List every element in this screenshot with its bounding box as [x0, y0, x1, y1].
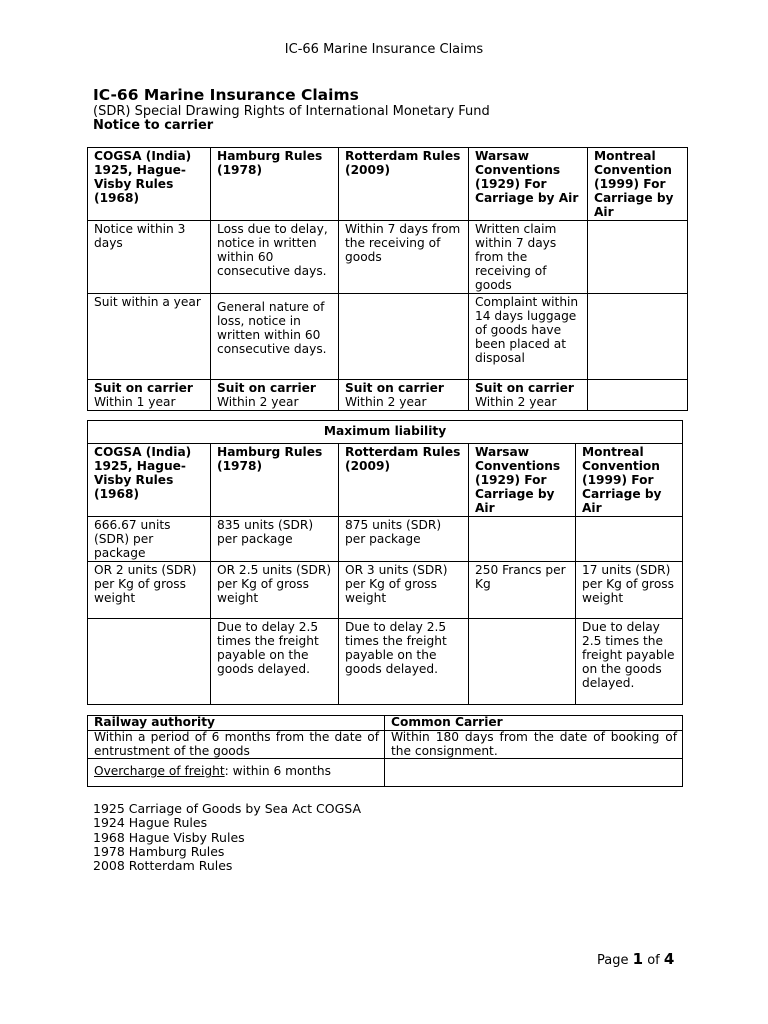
table-cell	[88, 619, 211, 705]
table-row	[88, 221, 688, 294]
table-cell: Loss due to delay, notice in written within 60 consecutive days.	[211, 221, 339, 294]
table-cell: 666.67 units (SDR) per package	[88, 517, 211, 562]
table-cell: Complaint within 14 days luggage of goods have been placed at disposal	[469, 294, 588, 380]
section-heading: Notice to carrier	[93, 118, 214, 133]
table-cell	[469, 619, 576, 705]
table-cell: Within 7 days from the receiving of goods	[339, 221, 469, 294]
table-cell: 17 units (SDR) per Kg of gross weight	[576, 562, 683, 619]
page-number	[597, 950, 674, 968]
overcharge-value: : within 6 months	[224, 764, 331, 778]
suit-label: Suit on carrier	[475, 381, 574, 395]
table-cell: Notice within 3 days	[88, 221, 211, 294]
table-row	[88, 517, 683, 562]
list-item: 2008 Rotterdam Rules	[93, 858, 233, 874]
table-cell: 250 Francs per Kg	[469, 562, 576, 619]
table-cell	[588, 221, 688, 294]
document-title: IC-66 Marine Insurance Claims	[93, 86, 359, 104]
suit-row	[88, 380, 688, 411]
current-page: 1	[632, 950, 644, 968]
table-row	[88, 619, 683, 705]
table-row	[88, 731, 683, 759]
table-cell	[588, 380, 688, 411]
column-header: COGSA (India) 1925, Hague-Visby Rules (1968)	[88, 148, 211, 221]
column-header: Hamburg Rules (1978)	[211, 444, 339, 517]
table-row	[88, 759, 683, 787]
table-cell: Within a period of 6 months from the date of entrustment of the goods	[88, 731, 385, 759]
table-cell: OR 2 units (SDR) per Kg of gross weight	[88, 562, 211, 619]
railway-table	[87, 715, 683, 787]
running-header: IC-66 Marine Insurance Claims	[284, 42, 484, 57]
table-cell: OR 3 units (SDR) per Kg of gross weight	[339, 562, 469, 619]
column-header: Railway authority	[88, 716, 385, 731]
table-cell	[339, 380, 469, 411]
table-cell: General nature of loss, notice in written within 60 consecutive days.	[211, 294, 339, 380]
table-cell: 835 units (SDR) per package	[211, 517, 339, 562]
table-row	[88, 562, 683, 619]
suit-value: Within 2 year	[475, 395, 557, 409]
notice-table	[87, 147, 688, 411]
table-caption: Maximum liability	[88, 421, 683, 444]
column-header: Common Carrier	[385, 716, 683, 731]
of-word: of	[647, 953, 660, 968]
column-header: Rotterdam Rules (2009)	[339, 444, 469, 517]
table-cell: Written claim within 7 days from the receiving of goods	[469, 221, 588, 294]
table-cell: 875 units (SDR) per package	[339, 517, 469, 562]
suit-value: Within 1 year	[94, 395, 176, 409]
list-item: 1924 Hague Rules	[93, 815, 208, 831]
list-item: 1968 Hague Visby Rules	[93, 829, 245, 845]
table-cell	[211, 380, 339, 411]
overcharge-label: Overcharge of freight	[94, 764, 225, 778]
table-cell	[576, 517, 683, 562]
liability-table	[87, 420, 683, 705]
table-cell: Due to delay 2.5 times the freight payable on the goods delayed.	[576, 619, 683, 705]
column-header: COGSA (India) 1925, Hague-Visby Rules (1968)	[88, 444, 211, 517]
table-cell	[339, 294, 469, 380]
table-cell: Due to delay 2.5 times the freight payable on the goods delayed.	[211, 619, 339, 705]
table-header-row	[88, 716, 683, 731]
table-cell: OR 2.5 units (SDR) per Kg of gross weight	[211, 562, 339, 619]
table-row	[88, 294, 688, 380]
suit-label: Suit on carrier	[94, 381, 193, 395]
table-cell: Suit within a year	[88, 294, 211, 380]
table-caption-row	[88, 421, 683, 444]
suit-label: Suit on carrier	[345, 381, 444, 395]
column-header: Hamburg Rules (1978)	[211, 148, 339, 221]
table-cell	[469, 380, 588, 411]
column-header: Warsaw Conventions (1929) For Carriage by Air	[469, 444, 576, 517]
page-word: Page	[597, 953, 629, 968]
table-cell	[588, 294, 688, 380]
column-header: Montreal Convention (1999) For Carriage by Air	[576, 444, 683, 517]
column-header: Warsaw Conventions (1929) For Carriage by Air	[469, 148, 588, 221]
table-header-row	[88, 444, 683, 517]
suit-value: Within 2 year	[217, 395, 299, 409]
list-item: 1925 Carriage of Goods by Sea Act COGSA	[93, 801, 361, 816]
column-header: Montreal Convention (1999) For Carriage by Air	[588, 148, 688, 221]
suit-value: Within 2 year	[345, 395, 427, 409]
table-cell	[469, 517, 576, 562]
total-pages: 4	[663, 950, 675, 968]
column-header: Rotterdam Rules (2009)	[339, 148, 469, 221]
table-header-row	[88, 148, 688, 221]
table-cell	[88, 759, 385, 787]
table-cell	[88, 380, 211, 411]
table-cell: Due to delay 2.5 times the freight payable on the goods delayed.	[339, 619, 469, 705]
table-cell	[385, 759, 683, 787]
history-list	[93, 802, 361, 873]
list-item: 1978 Hamburg Rules	[93, 843, 225, 859]
suit-label: Suit on carrier	[217, 381, 316, 395]
table-cell: Within 180 days from the date of booking of the consignment.	[385, 731, 683, 759]
document-subtitle: (SDR) Special Drawing Rights of International Monetary Fund	[93, 104, 490, 119]
